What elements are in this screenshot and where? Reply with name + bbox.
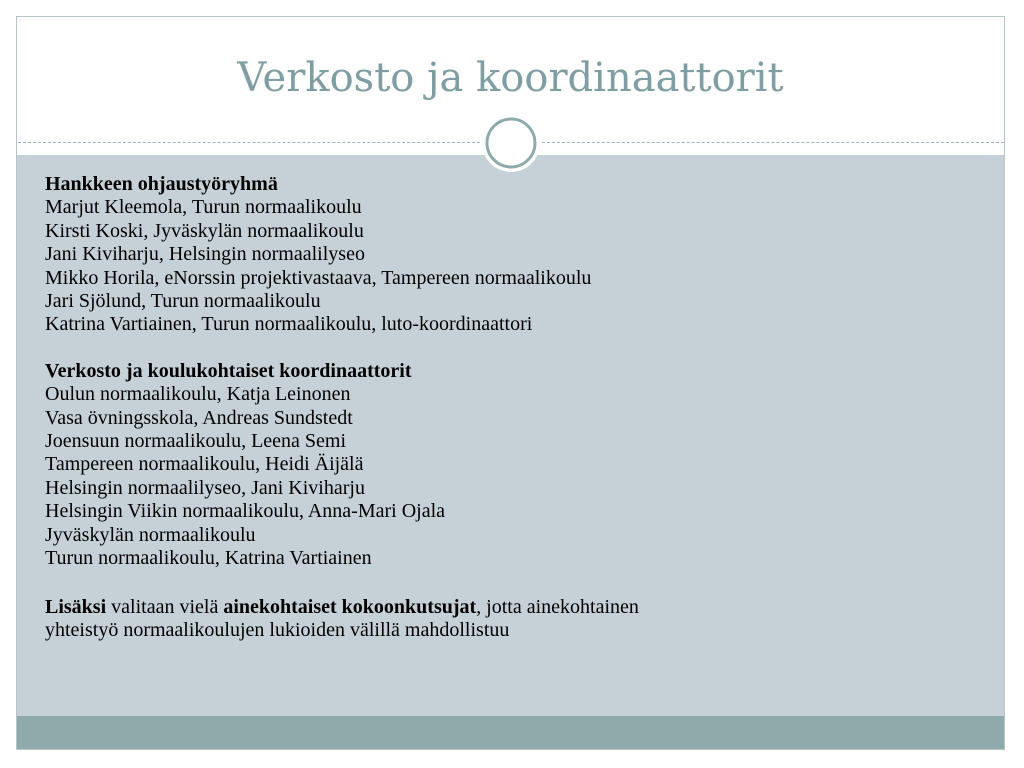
list-item: Mikko Horila, eNorssin projektivastaava, Tampereen normaalikoulu xyxy=(45,266,592,289)
footer-bar xyxy=(17,716,1004,749)
spacer xyxy=(45,571,985,596)
section-steering-group xyxy=(45,173,985,337)
closing-bold-kokoonkutsujat: ainekohtaiset kokoonkutsujat xyxy=(223,595,477,618)
list-item: Turun normaalikoulu, Katrina Vartiainen xyxy=(45,547,372,570)
list-item: Marjut Kleemola, Turun normaalikoulu xyxy=(45,196,362,219)
closing-line-2: yhteistyö normaalikoulujen lukioiden välillä mahdollistuu xyxy=(45,618,510,641)
spacer xyxy=(45,337,985,360)
slide-title: Verkosto ja koordinaattorit xyxy=(237,55,784,101)
closing-text: , jotta ainekohtainen xyxy=(476,595,639,618)
list-item: Helsingin Viikin normaalikoulu, Anna-Mari Ojala xyxy=(45,500,446,523)
list-item: Tampereen normaalikoulu, Heidi Äijälä xyxy=(45,453,364,476)
list-item: Jani Kiviharju, Helsingin normaalilyseo xyxy=(45,243,365,266)
section-coordinators xyxy=(45,360,985,571)
double-ring-circle-icon xyxy=(480,112,542,174)
list-item: Helsingin normaalilyseo, Jani Kiviharju xyxy=(45,476,365,499)
list-item: Jari Sjölund, Turun normaalikoulu xyxy=(45,290,321,313)
list-item: Jyväskylän normaalikoulu xyxy=(45,523,256,546)
list-item: Oulun normaalikoulu, Katja Leinonen xyxy=(45,383,351,406)
list-item: Joensuun normaalikoulu, Leena Semi xyxy=(45,430,347,453)
list-item: Katrina Vartiainen, Turun normaalikoulu, luto-koordinaattori xyxy=(45,313,533,336)
closing-paragraph xyxy=(45,596,985,643)
list-item: Kirsti Koski, Jyväskylän normaalikoulu xyxy=(45,219,364,242)
closing-line-1 xyxy=(45,596,985,619)
closing-bold-lisaksi: Lisäksi xyxy=(45,595,107,618)
slide-content xyxy=(45,173,985,642)
section-heading: Hankkeen ohjaustyöryhmä xyxy=(45,173,278,195)
closing-text: valitaan vielä xyxy=(106,595,224,618)
section-heading: Verkosto ja koulukohtaiset koordinaattorit xyxy=(45,359,412,382)
list-item: Vasa övningsskola, Andreas Sundstedt xyxy=(45,406,353,429)
